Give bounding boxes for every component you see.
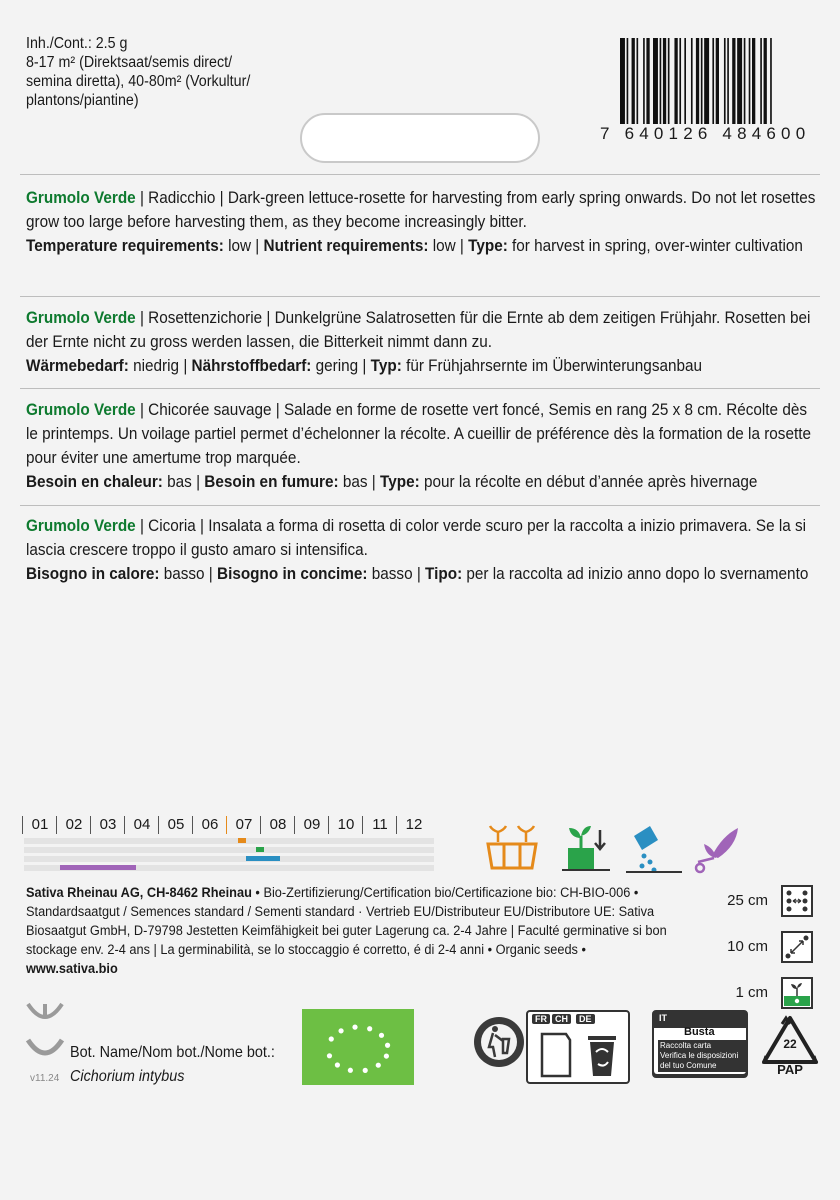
month-label: 05 xyxy=(158,816,193,834)
country-code: IT xyxy=(659,1013,667,1023)
month-label: 01 xyxy=(22,816,57,834)
country-code: CH xyxy=(552,1014,571,1024)
requirement-value: low | xyxy=(428,236,469,255)
divider xyxy=(20,388,820,389)
country-code: DE xyxy=(576,1014,595,1024)
version-label: v11.24 xyxy=(30,1073,60,1084)
requirement-label: Nährstoffbedarf: xyxy=(191,356,312,375)
busta-line: Verifica le disposizioni xyxy=(660,1051,739,1060)
busta-title: Busta xyxy=(684,1026,715,1038)
pap-number: 22 xyxy=(783,1037,797,1051)
certification-text: • Bio-Zertifizierung/Certification bio/Certificazione bio: CH-BIO-006 • Standardsaatgut / Semences standard / Sementi standard · Vertrieb EU/Distributeur EU/Distributore UE: Sativa Biosaatgut GmbH, D-79798 Jestetten Keimfähigkeit bei guter Lagerung ca. 2-4 Jahre | Faculté germinative si bon stockage env. 2-4 ans | La germinabilità, se lo stoccaggio é corretto, é di 2-4 anni • Organic seeds • xyxy=(26,885,667,958)
plant-out-bar xyxy=(246,856,280,861)
requirement-value: low | xyxy=(223,236,264,255)
description-text: | Chicorée sauvage | Salade en forme de rosette vert foncé, Semis en rang 25 x 8 cm. Récolte dès le printemps. Un voilage partiel permet d’échelonner la récolte. A cueillir de préférence dès la formation de la rosette pour éviter une amertume trop marquée. xyxy=(26,400,811,467)
busta-info xyxy=(658,1040,746,1072)
row-spacing-icon xyxy=(780,884,814,918)
variety-name: Grumolo Verde xyxy=(26,400,136,419)
requirement-value: niedrig | xyxy=(128,356,192,375)
description-text: | Cicoria | Insalata a forma di rosetta di color verde scuro per la raccolta a inizio primavera. Se la si lascia crescere troppo il gusto amaro si intensifica. xyxy=(26,516,807,559)
country-code: FR xyxy=(532,1014,550,1024)
requirement-label: Type: xyxy=(468,236,508,255)
requirement-label: Type: xyxy=(380,472,420,491)
description-it xyxy=(26,514,816,586)
month-label: 08 xyxy=(260,816,295,834)
requirement-label: Typ: xyxy=(370,356,402,375)
recycling-france-box xyxy=(526,1010,630,1084)
transplant-bar xyxy=(256,847,264,852)
quantity-line: plantons/piantine) xyxy=(26,92,139,109)
requirement-value: bas | xyxy=(338,472,381,491)
company-info xyxy=(26,884,667,979)
calendar-row-sowing xyxy=(24,838,434,844)
description-en xyxy=(26,186,816,258)
requirement-value: for harvest in spring, over-winter cultivation xyxy=(507,236,803,255)
botanical-value: Cichorium intybus xyxy=(70,1068,185,1085)
sowing-bar xyxy=(238,838,246,843)
variety-name: Grumolo Verde xyxy=(26,188,136,207)
botanical-name xyxy=(70,1041,275,1089)
hang-hole xyxy=(300,113,540,163)
botanical-label: Bot. Name/Nom bot./Nome bot.: xyxy=(70,1044,275,1061)
plant-spacing-icon xyxy=(780,930,814,964)
divider xyxy=(20,505,820,506)
recycling-italy-box xyxy=(652,1010,748,1078)
requirement-label: Bisogno in concime: xyxy=(217,564,368,583)
month-label: 10 xyxy=(328,816,363,834)
month-label: 04 xyxy=(124,816,159,834)
requirement-label: Wärmebedarf: xyxy=(26,356,129,375)
quantity-line: Inh./Cont.: 2.5 g xyxy=(26,35,128,52)
month-label: 09 xyxy=(294,816,329,834)
requirement-value: bas | xyxy=(162,472,205,491)
harvest-bar xyxy=(60,865,136,870)
trash-man-icon xyxy=(472,1015,526,1069)
month-label: 12 xyxy=(396,816,431,834)
month-label: 06 xyxy=(192,816,227,834)
transplant-icon xyxy=(556,822,616,874)
variety-name: Grumolo Verde xyxy=(26,308,136,327)
company-name: Sativa Rheinau AG, CH-8462 Rheinau xyxy=(26,885,252,901)
website-link[interactable]: www.sativa.bio xyxy=(26,961,118,977)
busta-line: del tuo Comune xyxy=(660,1061,717,1070)
quantity-info xyxy=(26,34,284,110)
plant-spacing-value: 10 cm xyxy=(727,938,768,955)
requirement-label: Tipo: xyxy=(425,564,463,583)
requirement-label: Besoin en chaleur: xyxy=(26,472,163,491)
requirement-label: Besoin en fumure: xyxy=(204,472,339,491)
eu-organic-logo-icon xyxy=(302,1009,414,1085)
sativa-logo-icon xyxy=(24,1000,66,1070)
calendar-row-harvest xyxy=(24,865,434,871)
quantity-line: 8-17 m² (Direktsaat/semis direct/ xyxy=(26,54,233,71)
row-spacing xyxy=(718,884,838,924)
requirement-value: per la raccolta ad inizio anno dopo lo svernamento xyxy=(462,564,809,583)
divider xyxy=(20,296,820,297)
sowing-depth-icon xyxy=(780,976,814,1010)
requirement-label: Nutrient requirements: xyxy=(263,236,429,255)
divider xyxy=(20,174,820,175)
pap-label: PAP xyxy=(777,1062,803,1077)
requirement-value: basso | xyxy=(159,564,218,583)
calendar-row-plant-out xyxy=(24,856,434,862)
requirement-label: Temperature requirements: xyxy=(26,236,224,255)
sowing-tray-icon xyxy=(482,822,542,874)
paper-bin-icon xyxy=(536,1030,624,1080)
direct-sowing-icon xyxy=(624,822,684,874)
month-label: 03 xyxy=(90,816,125,834)
harvest-icon xyxy=(690,822,750,874)
quantity-line: semina diretta), 40-80m² (Vorkultur/ xyxy=(26,73,251,90)
calendar-row-transplant xyxy=(24,847,434,853)
sowing-depth-value: 1 cm xyxy=(735,984,768,1001)
variety-name: Grumolo Verde xyxy=(26,516,136,535)
description-de xyxy=(26,306,816,378)
busta-line: Raccolta carta xyxy=(660,1041,712,1050)
requirement-label: Bisogno in calore: xyxy=(26,564,160,583)
plant-spacing xyxy=(718,930,838,970)
description-fr xyxy=(26,398,816,494)
row-spacing-value: 25 cm xyxy=(727,892,768,909)
month-label: 07 xyxy=(226,816,261,834)
month-label: 11 xyxy=(362,816,397,834)
barcode-number: 7 640126 484600 xyxy=(600,124,811,143)
requirement-value: pour la récolte en début d’année après hivernage xyxy=(419,472,758,491)
description-text: | Radicchio | Dark-green lettuce-rosette for harvesting from early spring onwards. Do not let rosettes grow too large before harvesting them, as they become increasingly bitter. xyxy=(26,188,816,231)
requirement-value: gering | xyxy=(311,356,371,375)
requirement-value: für Frühjahrsernte im Überwinterungsanbau xyxy=(401,356,703,375)
description-text: | Rosettenzichorie | Dunkelgrüne Salatrosetten für die Ernte ab dem zeitigen Frühjahr. Rosetten bei der Ernte nicht zu gross werden lassen, die Bitterkeit nimmt dann zu. xyxy=(26,308,811,351)
requirement-value: basso | xyxy=(367,564,426,583)
month-label: 02 xyxy=(56,816,91,834)
month-header xyxy=(22,816,442,836)
